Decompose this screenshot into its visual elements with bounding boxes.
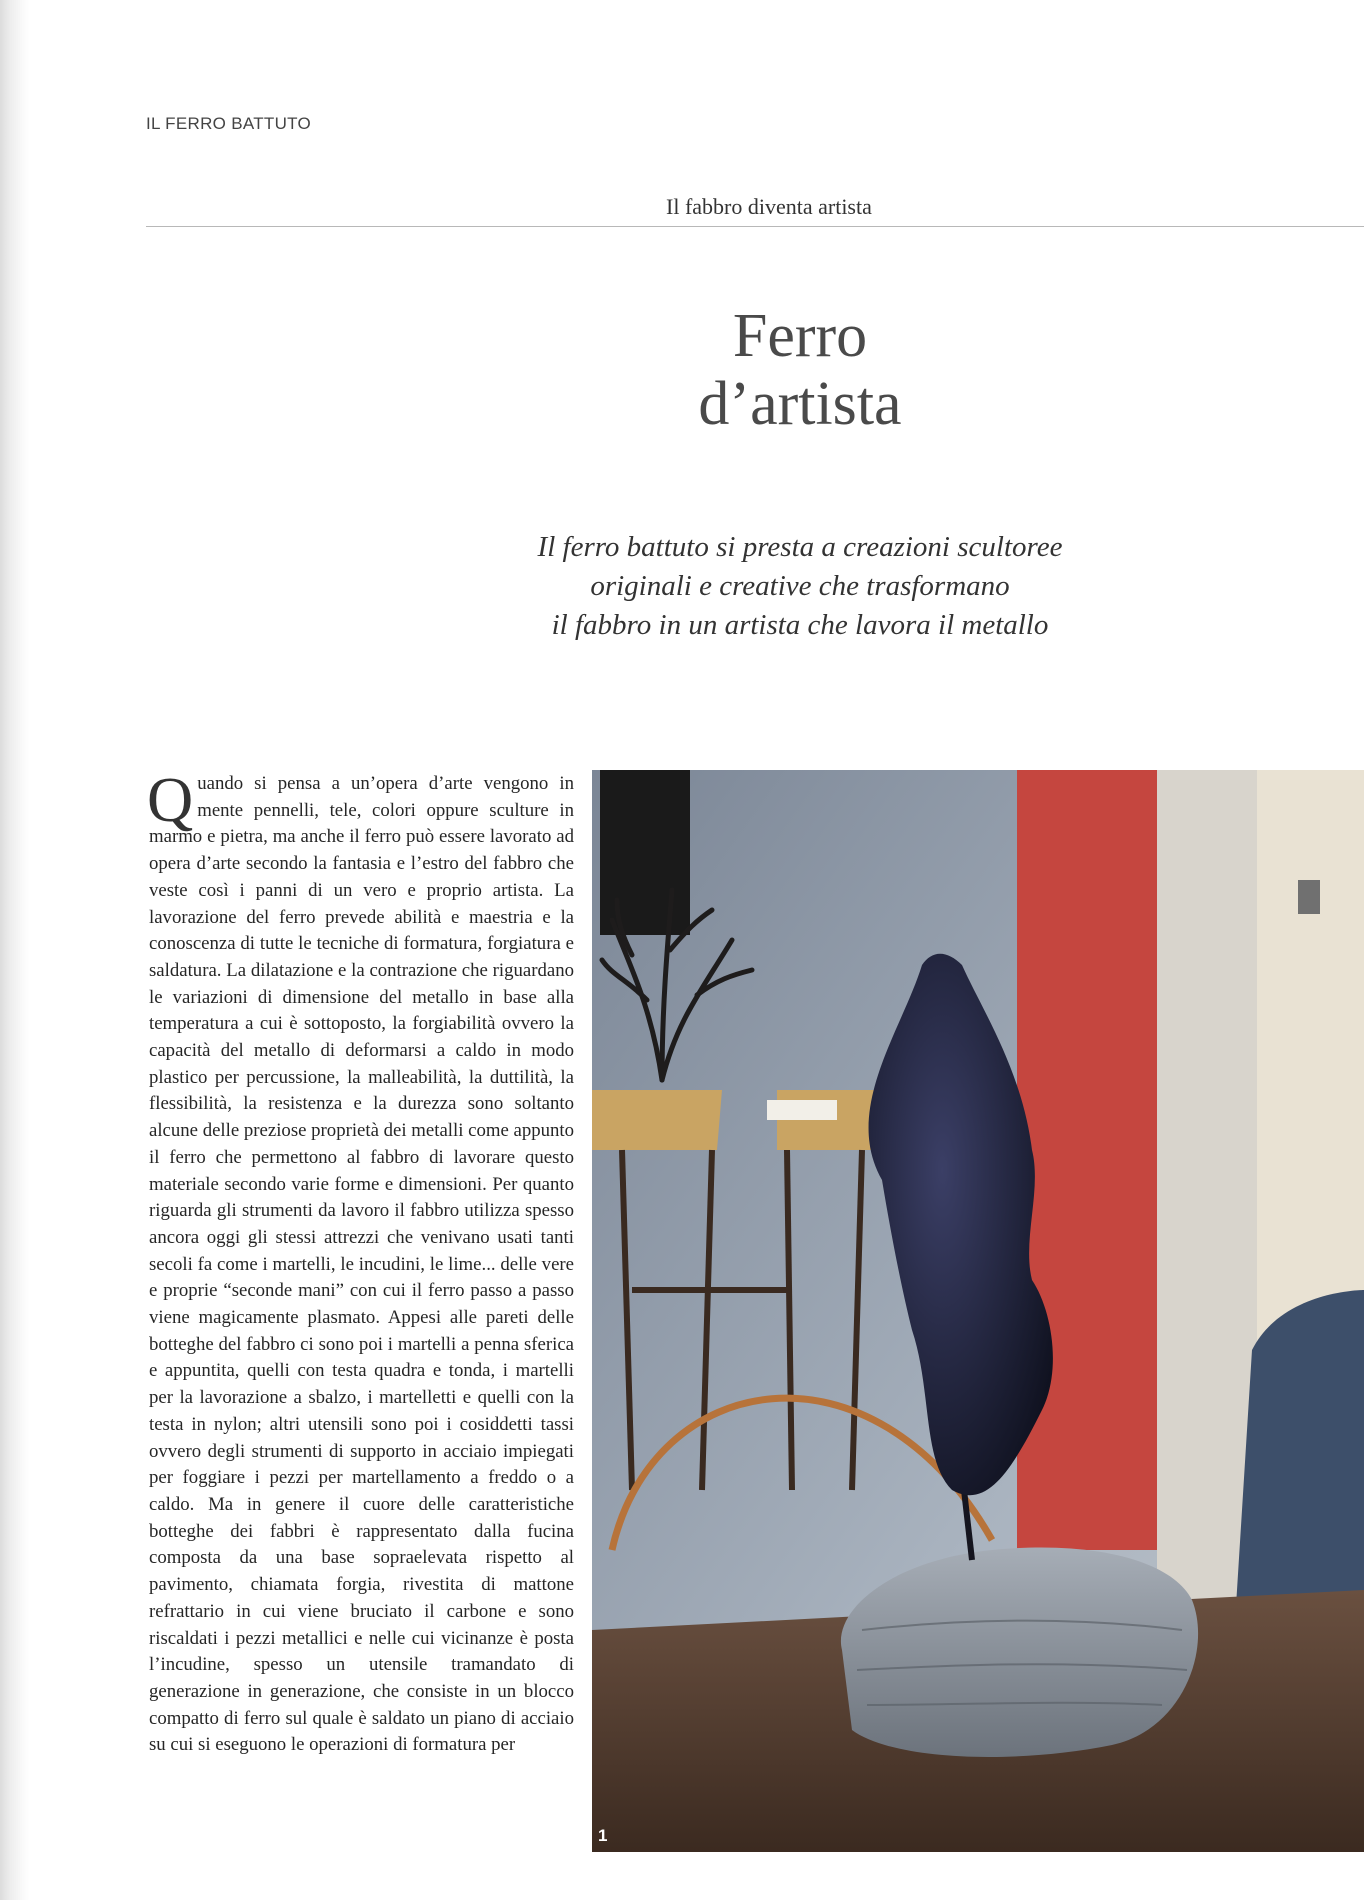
photo-number: 1 xyxy=(598,1826,608,1845)
title-line: d’artista xyxy=(698,370,902,438)
running-head: Il fabbro diventa artista xyxy=(666,194,872,219)
sculpture-photo xyxy=(592,770,1364,1852)
drop-cap: Q xyxy=(147,764,194,835)
article-title xyxy=(640,302,960,438)
title-line: Ferro xyxy=(732,302,868,370)
article-body-text: uando si pensa a un’opera d’arte vengono in mente pennelli, tele, colori oppure sculture in marmo e pietra, ma anche il ferro può essere lavorato ad opera d’arte secondo la fantasia e l’estro del fabbro che veste così i panni di un vero e proprio artista. La lavorazione del ferro prevede abilità e maestria e la conoscenza di tutte le tecniche di formatura, forgiatura e saldatura. La dilatazione e la contrazione che riguardano le variazioni di dimensione del metallo in base alla temperatura a cui è sottoposto, la forgiabilità ovvero la capacità del metallo di deformarsi a caldo in modo plastico per percussione, la malleabilità, la duttilità, la flessibilità, la resistenza e la durezza sono soltanto alcune delle preziose proprietà dei metalli come appunto il ferro che permettono al fabbro di lavorare questo materiale secondo varie forme e dimensioni. Per quanto riguarda gli strumenti da lavoro il fabbro utilizza spesso ancora oggi gli stessi attrezzi che venivano usati tanti secoli fa come i martelli, le incudini, le lime... delle vere e proprie “seconde mani” con cui il ferro passo a passo viene magicamente plasmato. Appesi alle pareti delle botteghe del fabbro ci sono poi i martelli a penna sferica e appuntita, quelli con testa quadra e tonda, i martelli per la lavorazione a sbalzo, i martelletti e quelli con la testa in nylon; altri utensili sono poi i cosiddetti tassi ovvero degli strumenti di supporto in acciaio impiegati per foggiare i pezzi per martellamento a freddo o a caldo. Ma in genere il cuore delle caratteristiche botteghe dei fabbri è rappresentato dalla fucina composta da una base sopraelevata rispetto al pavimento, chiamata forgia, rivestita di mattone refrattario in cui viene bruciato il carbone e sono riscaldati i pezzi metallici e nelle cui vicinanze è posta l’incudine, spesso un utensile tramandato di generazione in generazione, che consiste in un blocco compatto di ferro sul quale è saldato un piano di acciaio su cui si eseguono le operazioni di formatura per xyxy=(149,773,575,1756)
subtitle-line: originali e creative che trasformano xyxy=(590,570,1010,602)
header-rule xyxy=(146,226,1364,227)
section-label: IL FERRO BATTUTO xyxy=(146,114,312,133)
article-subtitle xyxy=(470,528,1130,645)
page-binding-shadow xyxy=(0,0,30,1900)
article-body xyxy=(147,764,575,1759)
subtitle-line: Il ferro battuto si presta a creazioni scultoree xyxy=(537,531,1063,563)
subtitle-line: il fabbro in un artista che lavora il metallo xyxy=(551,609,1049,641)
